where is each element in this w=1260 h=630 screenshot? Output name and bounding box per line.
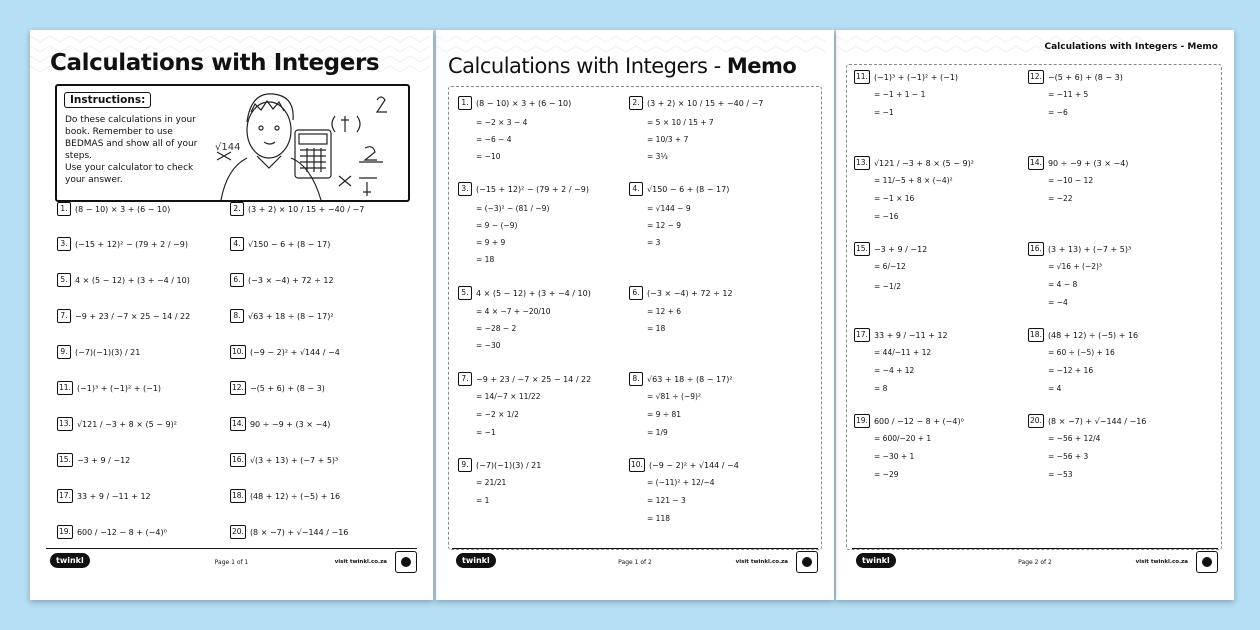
memo-step: = 9 − (−9) [476,221,518,230]
question-expression: (3 + 2) × 10 / 15 + −40 / −7 [248,204,365,214]
memo-step: = 118 [647,514,670,523]
instructions-text-1: Do these calculations in your book. Remember to use BEDMAS and show all of your steps. [65,115,198,161]
memo-step: = −4 + 12 [874,366,915,375]
question-number: 1. [57,202,71,216]
site-url: visit twinkl.co.za [735,559,788,565]
question-17 [57,489,151,503]
question-expression: 4 × (5 − 12) + (3 + −4 / 10) [476,288,591,298]
memo-question-3 [458,182,589,196]
answers-box [846,64,1222,550]
question-number: 7. [458,372,472,386]
twinkl-logo: twinkl [456,553,496,568]
memo-step: = 9 ÷ 81 [647,410,682,419]
question-5 [57,273,190,287]
question-number: 9. [458,458,472,472]
quality-badge-icon [1196,551,1218,573]
twinkl-logo: twinkl [50,553,90,568]
memo-step: = −56 + 12/4 [1048,434,1101,443]
question-number: 10. [629,458,645,472]
question-number: 1. [458,96,472,110]
question-number: 8. [629,372,643,386]
question-expression: (−9 − 2)² + √144 / −4 [648,460,739,470]
question-2 [230,202,364,216]
question-expression: √63 + 18 ÷ (8 − 17)² [647,374,733,384]
question-expression: (−9 − 2)² + √144 / −4 [249,347,340,357]
question-expression: (−15 + 12)² − (79 + 2 / −9) [75,239,188,249]
question-expression: −9 + 23 / −7 × 25 − 14 / 22 [75,311,191,321]
site-url: visit twinkl.co.za [334,559,387,565]
memo-question-7 [458,372,591,386]
question-expression: −3 + 9 / −12 [873,244,928,254]
question-expression: (3 + 2) × 10 / 15 + −40 / −7 [647,98,764,108]
memo-question-9 [458,458,541,472]
question-number: 12. [1028,70,1044,84]
memo-step: = −29 [874,470,899,479]
memo-question-2 [629,96,763,110]
memo-step: = −1 × 16 [874,194,915,203]
question-number: 6. [629,286,643,300]
memo-step: = −10 − 12 [1048,176,1094,185]
memo-step: = 121 − 3 [647,496,686,505]
question-number: 16. [1028,242,1044,256]
question-expression: 90 ÷ −9 + (3 × −4) [1047,158,1129,168]
question-expression: (8 − 10) × 3 + (6 − 10) [75,204,171,214]
memo-step: = 1 [476,496,490,505]
quality-badge-icon [796,551,818,573]
question-expression: (−1)³ + (−1)² + (−1) [873,72,959,82]
instructions-text-2: Use your calculator to check your answer. [65,163,194,185]
memo-question-5 [458,286,591,300]
page-footer [46,548,417,572]
memo-step: = 18 [647,324,666,333]
memo-step: = −53 [1048,470,1073,479]
memo-title [448,54,796,78]
question-expression: (48 + 12) ÷ (−5) + 16 [249,491,341,501]
memo-step: = 600/−20 + 1 [874,434,932,443]
question-20 [230,525,348,539]
question-number: 7. [57,309,71,323]
memo-step: = 21/21 [476,478,507,487]
question-expression: (48 + 12) ÷ (−5) + 16 [1047,330,1139,340]
memo-step: = 14/−7 × 11/22 [476,392,541,401]
question-number: 3. [57,237,71,251]
question-number: 13. [854,156,870,170]
memo-step: = 44/−11 + 12 [874,348,932,357]
memo-question-4 [629,182,729,196]
svg-text:√144: √144 [215,142,241,153]
question-number: 12. [230,381,246,395]
question-number: 17. [854,328,870,342]
memo-page-2 [836,30,1234,600]
memo-title-bold: Memo [726,54,797,78]
question-11 [57,381,161,395]
question-number: 18. [230,489,246,503]
memo-question-15 [854,242,927,256]
memo-step: = √144 − 9 [647,204,691,213]
memo-step: = −12 + 16 [1048,366,1094,375]
question-expression: √121 / −3 + 8 × (5 − 9)² [873,158,974,168]
question-expression: 90 ÷ −9 + (3 × −4) [249,419,331,429]
question-6 [230,273,334,287]
quality-badge-icon [395,551,417,573]
instructions-heading: Instructions: [64,92,151,108]
memo-step: = 10/3 + 7 [647,135,689,144]
memo-step: = 12 + 6 [647,307,682,316]
question-number: 4. [629,182,643,196]
question-1 [57,202,170,216]
worksheet-title: Calculations with Integers [50,50,380,76]
question-number: 11. [57,381,73,395]
memo-step: = 8 [874,384,888,393]
question-number: 17. [57,489,73,503]
twinkl-logo: twinkl [856,553,896,568]
question-expression: (−7)(−1)(3) / 21 [476,460,542,470]
question-number: 11. [854,70,870,84]
memo-question-10 [629,458,739,472]
question-number: 13. [57,417,73,431]
memo-step: = √16 + (−2)³ [1048,262,1102,271]
question-number: 14. [230,417,246,431]
question-13 [57,417,177,431]
question-7 [57,309,190,323]
question-number: 3. [458,182,472,196]
memo-step: = −2 × 3 − 4 [476,118,528,127]
memo-step: = −1 [874,108,894,117]
memo-step: = 4 [1048,384,1062,393]
question-number: 19. [854,414,870,428]
question-number: 16. [230,453,246,467]
student-calculator-illustration [207,82,407,200]
question-expression: −(5 + 6) + (8 − 3) [249,383,325,393]
memo-header: Calculations with Integers - Memo [1044,42,1218,52]
page-footer [852,548,1218,572]
question-number: 8. [230,309,244,323]
question-16 [230,453,338,467]
memo-step: = −28 − 2 [476,324,517,333]
memo-step: = −11 + 5 [1048,90,1089,99]
memo-question-17 [854,328,948,342]
memo-step: = −4 [1048,298,1068,307]
memo-step: = −56 + 3 [1048,452,1089,461]
question-expression: 4 × (5 − 12) + (3 + −4 / 10) [75,275,190,285]
question-expression: √(3 + 13) + (−7 + 5)³ [249,455,339,465]
memo-title-main: Calculations with Integers - [448,54,727,78]
memo-question-12 [1028,70,1123,84]
memo-step: = 4 − 8 [1048,280,1078,289]
memo-step: = −10 [476,152,501,161]
memo-step: = −30 [476,341,501,350]
question-14 [230,417,330,431]
question-number: 2. [230,202,244,216]
instructions-box [55,84,410,202]
site-url: visit twinkl.co.za [1135,559,1188,565]
question-8 [230,309,334,323]
memo-step: = 60 ÷ (−5) + 16 [1048,348,1115,357]
question-expression: (8 − 10) × 3 + (6 − 10) [476,98,572,108]
question-expression: (−3 × −4) + 72 ÷ 12 [647,288,733,298]
question-expression: 600 / −12 − 8 + (−4)⁰ [76,527,167,537]
memo-step: = 3⅓ [647,152,668,161]
memo-step: = √81 ÷ (−9)² [647,392,701,401]
question-10 [230,345,340,359]
memo-step: = −16 [874,212,899,221]
question-number: 9. [57,345,71,359]
question-expression: (8 × −7) + √−144 / −16 [249,527,349,537]
page-footer [452,548,818,572]
question-4 [230,237,330,251]
memo-step: = 6/−12 [874,262,906,271]
question-expression: √150 − 6 + (8 − 17) [248,239,331,249]
question-number: 5. [458,286,472,300]
memo-question-14 [1028,156,1128,170]
question-expression: 33 + 9 / −11 + 12 [76,491,151,501]
question-18 [230,489,340,503]
question-expression: −(5 + 6) + (8 − 3) [1047,72,1123,82]
question-expression: (8 × −7) + √−144 / −16 [1047,416,1147,426]
question-number: 2. [629,96,643,110]
page-number: Page 1 of 1 [214,559,249,566]
memo-page-1 [436,30,834,600]
memo-step: = −1 [476,428,496,437]
memo-step: = −1/2 [874,282,902,291]
memo-step: = (−3)² − (81 / −9) [476,204,550,213]
question-expression: (−1)³ + (−1)² + (−1) [76,383,162,393]
question-number: 18. [1028,328,1044,342]
question-expression: √63 + 18 ÷ (8 − 17)² [248,311,334,321]
question-expression: √150 − 6 + (8 − 17) [647,184,730,194]
question-number: 15. [854,242,870,256]
question-number: 4. [230,237,244,251]
question-12 [230,381,325,395]
memo-step: = 5 × 10 / 15 + 7 [647,118,714,127]
question-number: 5. [57,273,71,287]
question-number: 14. [1028,156,1044,170]
memo-step: = −30 + 1 [874,452,915,461]
memo-step: = 3 [647,238,661,247]
memo-step: = 4 × −7 + −20/10 [476,307,551,316]
question-number: 10. [230,345,246,359]
memo-question-13 [854,156,974,170]
question-9 [57,345,140,359]
question-expression: (−3 × −4) + 72 ÷ 12 [248,275,334,285]
question-19 [57,525,167,539]
memo-question-1 [458,96,571,110]
question-expression: −9 + 23 / −7 × 25 − 14 / 22 [476,374,592,384]
memo-step: = −6 [1048,108,1068,117]
memo-step: = 18 [476,255,495,264]
memo-step: = 11/−5 + 8 × (−4)² [874,176,953,185]
memo-step: = −6 − 4 [476,135,512,144]
question-expression: −3 + 9 / −12 [76,455,131,465]
question-number: 20. [1028,414,1044,428]
memo-step: = 12 − 9 [647,221,682,230]
page-number: Page 1 of 2 [618,559,652,566]
question-3 [57,237,188,251]
question-expression: 33 + 9 / −11 + 12 [873,330,948,340]
question-expression: (−7)(−1)(3) / 21 [75,347,141,357]
memo-question-11 [854,70,958,84]
question-15 [57,453,130,467]
question-expression: (3 + 13) + (−7 + 5)³ [1047,244,1132,254]
memo-step: = −2 × 1/2 [476,410,519,419]
memo-question-8 [629,372,733,386]
memo-step: = −1 + 1 − 1 [874,90,926,99]
memo-question-20 [1028,414,1146,428]
memo-question-18 [1028,328,1138,342]
memo-step: = (−11)² + 12/−4 [647,478,715,487]
memo-question-16 [1028,242,1131,256]
memo-question-19 [854,414,964,428]
memo-step: = −22 [1048,194,1073,203]
question-expression: (−15 + 12)² − (79 + 2 / −9) [476,184,589,194]
question-number: 6. [230,273,244,287]
question-expression: 600 / −12 − 8 + (−4)⁰ [873,416,964,426]
question-number: 15. [57,453,73,467]
question-number: 20. [230,525,246,539]
worksheet-page [30,30,433,600]
question-number: 19. [57,525,73,539]
memo-step: = 1/9 [647,428,668,437]
memo-question-6 [629,286,733,300]
memo-step: = 9 + 9 [476,238,506,247]
question-expression: √121 / −3 + 8 × (5 − 9)² [76,419,177,429]
page-number: Page 2 of 2 [1018,559,1052,566]
